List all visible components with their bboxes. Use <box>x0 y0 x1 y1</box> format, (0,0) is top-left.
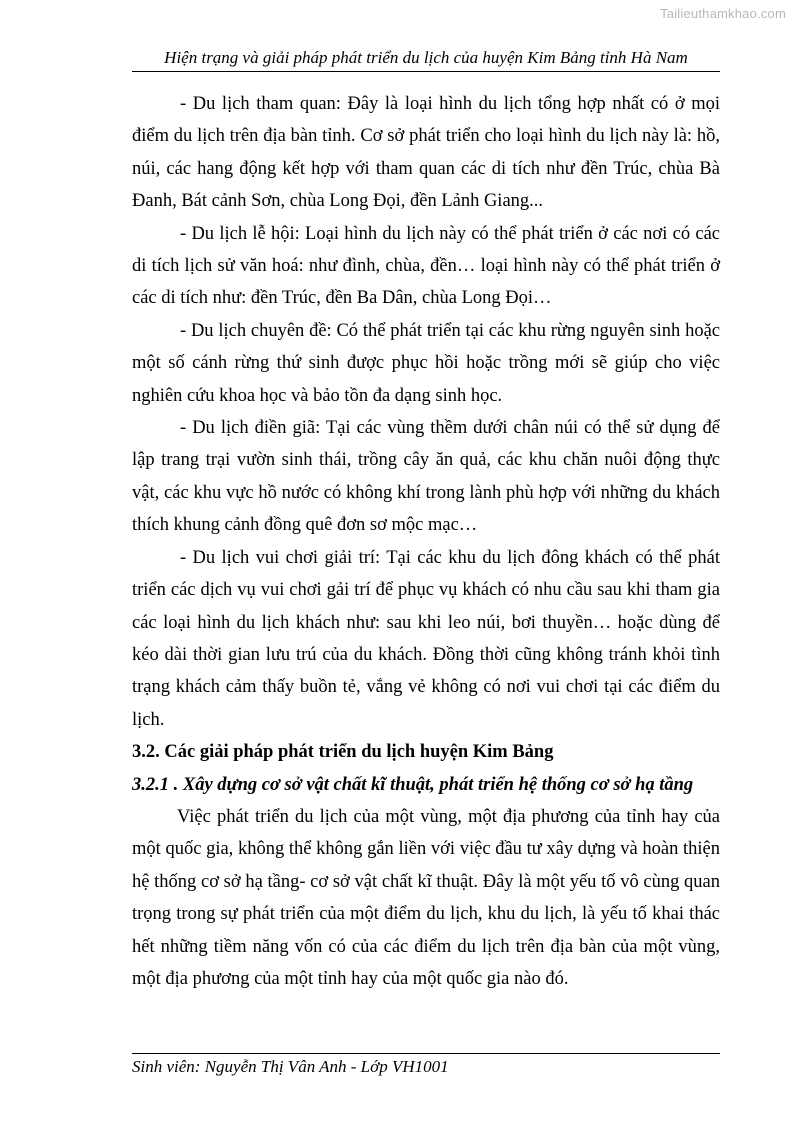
paragraph-du-lich-vui-choi: - Du lịch vui chơi giải trí: Tại các khu du lịch đông khách có thể phát triển các dịch vụ vui chơi gải trí để phục vụ khách có nhu cầu sau khi tham gia các loại hình du lịch khách như: sau khi leo núi, bơi thuyền… hoặc dùng để kéo dài thời gian lưu trú của du khách. Đồng thời cũng không tránh khỏi tình trạng khách cảm thấy buồn tẻ, vắng vẻ không có nơi vui chơi tại các điểm du lịch. <box>132 547 720 730</box>
footer-divider <box>132 1053 720 1054</box>
paragraph-du-lich-dien-gia: - Du lịch điền giã: Tại các vùng thềm dưới chân núi có thể sử dụng để lập trang trại vườn sinh thái, trồng cây ăn quả, các khu chăn nuôi động thực vật, các khu vực hồ nước có không khí trong lành phù hợp với những du khách thích khung cảnh đồng quê đơn sơ mộc mạc… <box>132 418 720 536</box>
page-header: Hiện trạng và giải pháp phát triển du lịch của huyện Kim Bảng tỉnh Hà Nam <box>164 48 688 67</box>
page-footer: Sinh viên: Nguyễn Thị Vân Anh - Lớp VH1001 <box>132 1057 449 1076</box>
section-heading: 3.2. Các giải pháp phát triển du lịch huyện Kim Bảng <box>132 742 554 763</box>
header-divider <box>132 71 720 72</box>
watermark: Tailieuthamkhao.com <box>660 6 786 21</box>
section-body-paragraph: Việc phát triển du lịch của một vùng, một địa phương của tỉnh hay của một quốc gia, không thể không gắn liền với việc đầu tư xây dựng và hoàn thiện hệ thống cơ sở hạ tầng- cơ sở vật chất kĩ thuật. Đây là một yếu tố vô cùng quan trọng trong sự phát triển của một điểm du lịch, khu du lịch, là yếu tố khai thác hết những tiềm năng vốn có của các điểm du lịch trên địa bàn của một vùng, một địa phương của một tỉnh hay của một quốc gia nào đó. <box>132 806 720 989</box>
page-content <box>132 88 720 995</box>
paragraph-du-lich-le-hoi: - Du lịch lễ hội: Loại hình du lịch này có thể phát triển ở các nơi có các di tích lịch sử văn hoá: như đình, chùa, đền… loại hình này có thể phát triển ở các di tích như: đền Trúc, đền Ba Dân, chùa Long Đọi… <box>132 223 720 309</box>
paragraph-du-lich-chuyen-de: - Du lịch chuyên đề: Có thể phát triển tại các khu rừng nguyên sinh hoặc một số cánh rừng thứ sinh được phục hồi hoặc trồng mới sẽ giúp cho việc nghiên cứu khoa học và bảo tồn đa dạng sinh học. <box>132 320 720 406</box>
paragraph-du-lich-tham-quan: - Du lịch tham quan: Đây là loại hình du lịch tổng hợp nhất có ở mọi điểm du lịch trên địa bàn tỉnh. Cơ sở phát triển cho loại hình du lịch này là: hồ, núi, các hang động kết hợp với tham quan các di tích như đền Trúc, chùa Bà Đanh, Bát cảnh Sơn, chùa Long Đọi, đền Lảnh Giang... <box>132 94 720 212</box>
subsection-heading: 3.2.1 . Xây dựng cơ sở vật chất kĩ thuật, phát triển hệ thống cơ sở hạ tầng <box>132 774 694 795</box>
